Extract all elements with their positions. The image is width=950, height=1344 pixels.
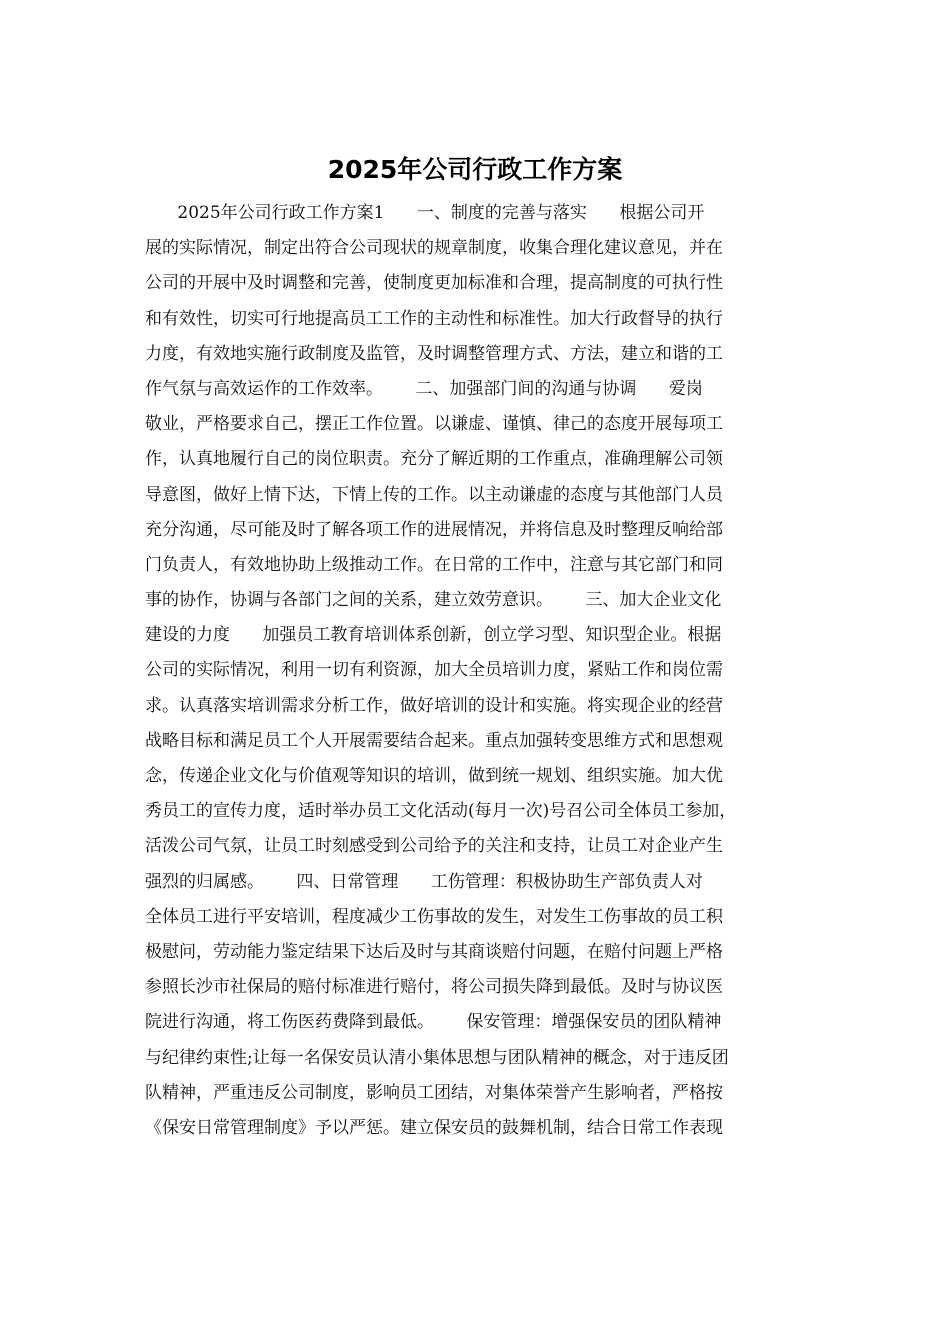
document-title: 2025年公司行政工作方案 <box>327 155 623 184</box>
body-line: 队精神，严重违反公司制度，影响员工团结，对集体荣誉产生影响者，严格按 <box>145 1082 723 1103</box>
body-line: 秀员工的宣传力度，适时举办员工文化活动(每月一次)号召公司全体员工参加， <box>145 801 737 822</box>
body-line: 门负责人，有效地协助上级推动工作。在日常的工作中，注意与其它部门和同 <box>145 554 723 575</box>
body-line: 强烈的归属感。 四、日常管理 工伤管理：积极协助生产部负责人对 <box>145 871 703 892</box>
body-line: 念，传递企业文化与价值观等知识的培训，做到统一规划、组织实施。加大优 <box>145 766 723 786</box>
body-line: 与纪律约束性;让每一名保安员认清小集体思想与团队精神的概念，对于违反团 <box>145 1047 729 1068</box>
body-line: 作气氛与高效运作的工作效率。 二、加强部门间的沟通与协调 爱岗 <box>145 378 703 399</box>
body-line: 充分沟通，尽可能及时了解各项工作的进展情况，并将信息及时整理反响给部 <box>145 519 723 540</box>
body-line: 敬业，严格要求自己，摆正工作位置。以谦虚、谨慎、律己的态度开展每项工 <box>145 414 723 435</box>
body-line: 活泼公司气氛，让员工时刻感受到公司给予的关注和支持，让员工对企业产生 <box>145 836 723 857</box>
body-line: 作，认真地履行自己的岗位职责。充分了解近期的工作重点，准确理解公司领 <box>145 449 723 470</box>
body-line: 力度，有效地实施行政制度及监管，及时调整管理方式、方法，建立和谐的工 <box>145 343 723 364</box>
body-line: 2025年公司行政工作方案1 一、制度的完善与落实 根据公司开 <box>145 203 705 223</box>
body-line: 导意图，做好上情下达，下情上传的工作。以主动谦虚的态度与其他部门人员 <box>145 484 723 505</box>
body-line: 求。认真落实培训需求分析工作，做好培训的设计和实施。将实现企业的经营 <box>145 695 723 716</box>
body-line: 极慰问，劳动能力鉴定结果下达后及时与其商谈赔付问题，在赔付问题上严格 <box>145 941 723 962</box>
body-line: 公司的开展中及时调整和完善，使制度更加标准和合理，提高制度的可执行性 <box>145 273 723 294</box>
body-line: 全体员工进行平安培训，程度减少工伤事故的发生，对发生工伤事故的员工积 <box>145 906 723 927</box>
body-line: 参照长沙市社保局的赔付标准进行赔付，将公司损失降到最低。及时与协议医 <box>145 977 723 998</box>
body-line: 《保安日常管理制度》予以严惩。建立保安员的鼓舞机制，结合日常工作表现 <box>145 1117 723 1138</box>
document-body <box>145 196 825 1146</box>
body-line: 战略目标和满足员工个人开展需要结合起来。重点加强转变思维方式和思想观 <box>145 730 723 751</box>
body-line: 院进行沟通，将工伤医药费降到最低。 保安管理：增强保安员的团队精神 <box>145 1012 722 1033</box>
body-line: 公司的实际情况，利用一切有利资源，加大全员培训力度，紧贴工作和岗位需 <box>145 660 723 681</box>
body-line: 展的实际情况，制定出符合公司现状的规章制度，收集合理化建议意见，并在 <box>145 238 723 259</box>
body-line: 和有效性，切实可行地提高员工工作的主动性和标准性。加大行政督导的执行 <box>145 308 723 329</box>
body-line: 建设的力度 加强员工教育培训体系创新，创立学习型、知识型企业。根据 <box>145 625 722 646</box>
body-line: 事的协作，协调与各部门之间的关系，建立效劳意识。 三、加大企业文化 <box>145 590 722 611</box>
